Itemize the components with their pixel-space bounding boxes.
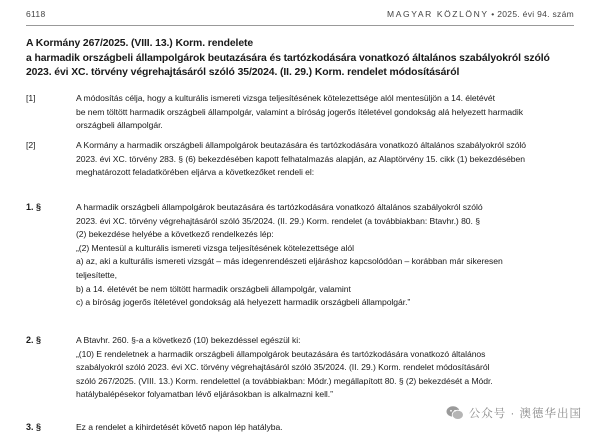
text-line: szabályokról szóló 2023. évi XC. törvény végrehajtásáról szóló 35/2024. (II. 29.) Korm. rendelet módosításáról xyxy=(76,362,490,373)
preamble-paragraph xyxy=(76,92,576,133)
section-marker: 3. § xyxy=(26,422,42,432)
text-line: hatálybalépésekor folyamatban lévő eljárásokban is alkalmazni kell.” xyxy=(76,389,333,400)
text-line: A harmadik országbeli állampolgárok beutazására és tartózkodására vonatkozó általános szabályokról szóló xyxy=(76,202,483,212)
text-line: „(10) E rendeletnek a harmadik országbeli állampolgárok beutazására és tartózkodására vonatkozó általános xyxy=(76,348,486,359)
text-line: A Kormány a harmadik országbeli állampolgárok beutazására és tartózkodására vonatkozó általános szabályokról szóló xyxy=(76,140,527,150)
page-number: 6118 xyxy=(26,9,46,19)
text-line: A Btavhr. 260. §-a a következő (10) bekezdéssel egészül ki: xyxy=(76,335,301,345)
journal-title xyxy=(387,9,574,19)
text-line: szóló 267/2025. (VIII. 13.) Korm. rendelettel (a továbbiakban: Módr.) megállapított 80. § (2) bekezdését a Módr. xyxy=(76,375,493,386)
text-line: 2023. évi XC. törvény 283. § (6) bekezdésében kapott felhatalmazás alapján, az Alaptörvény 15. cikk (1) bekezdésében xyxy=(76,153,525,164)
wechat-icon xyxy=(446,405,464,421)
text-line: a) az, aki a kulturális ismereti vizsgát – más idegenrendészeti eljáráshoz kapcsolódóan – korábban már sikeresen xyxy=(76,256,503,267)
journal-name: MAGYAR KÖZLÖNY xyxy=(387,9,489,19)
text-line: Ez a rendelet a kihirdetését követő napon lép hatályba. xyxy=(76,422,283,432)
text-line: országbeli állampolgár. xyxy=(76,120,163,131)
section-body xyxy=(76,334,576,402)
text-line: teljesítette, xyxy=(76,269,117,280)
header-divider xyxy=(26,25,574,26)
text-line: 2023. évi XC. törvény végrehajtásáról szóló 35/2024. (II. 29.) Korm. rendelet (a továbbiakban: Btavhr.) 80. § xyxy=(76,215,480,226)
text-line: meghatározott feladatkörében eljárva a következőket rendeli el: xyxy=(76,167,315,178)
text-line: „(2) Mentesül a kulturális ismereti vizsga teljesítésének kötelezettsége alól xyxy=(76,242,354,253)
title-line: 2023. évi XC. törvény végrehajtásáról szóló 35/2024. (II. 29.) Korm. rendelet módosításáról xyxy=(26,67,460,78)
text-line: be nem töltött harmadik országbeli állampolgár, valamint a bíróság jogerős ítéletével gondokság alá helyezett harmadik xyxy=(76,106,523,117)
text-line: c) a bíróság jogerős ítéletével gondokság alá helyezett harmadik országbeli állampolgár.” xyxy=(76,297,411,308)
text-line: (2) bekezdése helyébe a következő rendelkezés lép: xyxy=(76,229,274,240)
section-body xyxy=(76,201,576,310)
title-line: a harmadik országbeli állampolgárok beutazására és tartózkodására vonatkozó általános szabályokról szóló xyxy=(26,52,550,64)
section-marker: 1. § xyxy=(26,202,42,212)
preamble-marker: [1] xyxy=(26,93,36,103)
text-line: A módosítás célja, hogy a kulturális ismereti vizsga teljesítésének kötelezettsége alól mentesüljön a 14. életévét xyxy=(76,93,495,103)
preamble-paragraph xyxy=(76,139,576,180)
preamble-marker: [2] xyxy=(26,140,36,150)
page-header xyxy=(26,9,574,23)
section-marker: 2. § xyxy=(26,335,42,345)
title-line: A Kormány 267/2025. (VIII. 13.) Korm. rendelete xyxy=(26,38,254,49)
issue-info: • 2025. évi 94. szám xyxy=(488,9,574,19)
section-body xyxy=(76,421,576,435)
text-line: b) a 14. életévét be nem töltött harmadik országbeli állampolgár, valamint xyxy=(76,283,351,294)
watermark-text: 公众号 · 澳德华出国 xyxy=(468,408,582,420)
watermark xyxy=(446,403,582,423)
document-title xyxy=(26,37,580,81)
